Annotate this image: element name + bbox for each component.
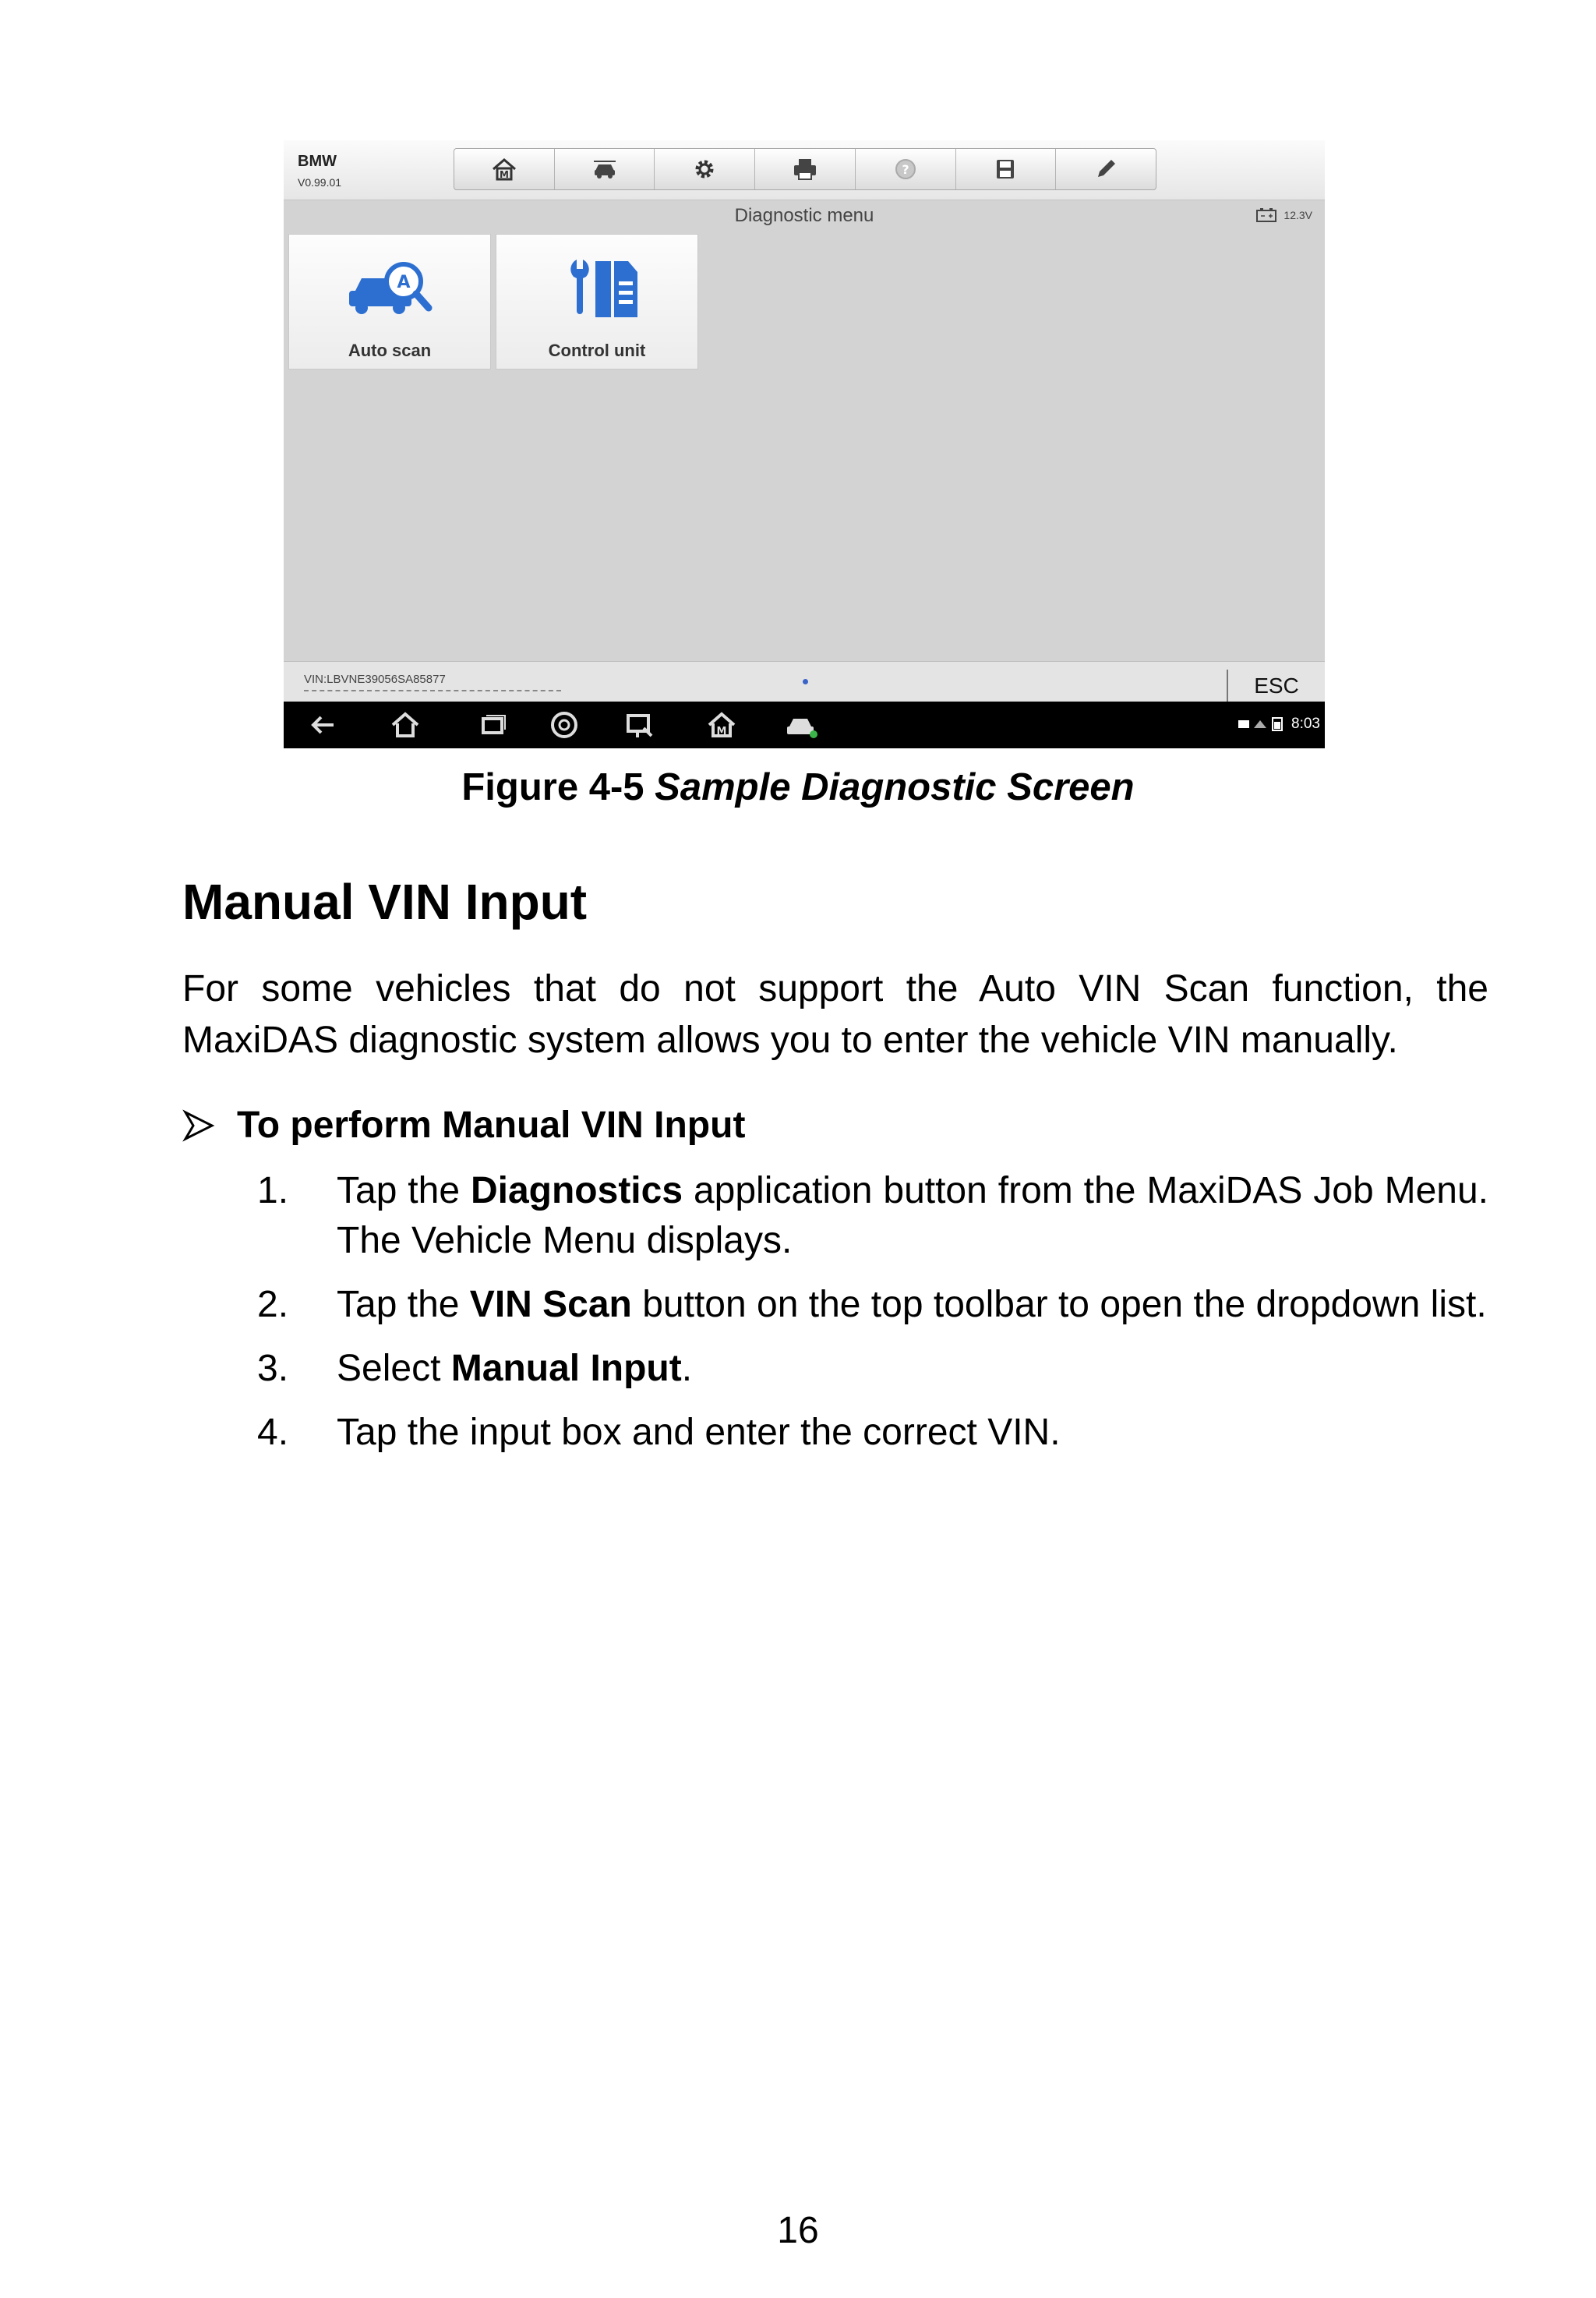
svg-text:M: M [716,726,727,737]
function-tiles [288,234,698,369]
job-menu-icon [704,709,739,741]
menu-title: Diagnostic menu [734,205,874,226]
step-text: Select Manual Input. [337,1348,693,1389]
system-clock [1237,716,1320,733]
procedure-heading [182,1104,745,1147]
list-item [257,1166,1488,1266]
status-divider [304,690,561,695]
nav-home-icon [388,709,422,741]
control-unit-label: Control unit [548,341,646,360]
step-number: 3. [257,1348,289,1389]
top-bar [284,140,1325,200]
vehicle-button[interactable] [784,709,818,741]
vci-icon [623,709,658,741]
esc-button[interactable]: ESC [1227,670,1325,702]
edit-icon [1092,155,1120,183]
help-icon [892,155,920,183]
control-unit-icon [550,255,644,323]
section-title: Manual VIN Input [182,874,588,930]
step-number: 1. [257,1170,289,1211]
step-text: Tap the input box and enter the correct VIN. [337,1412,1061,1453]
android-nav-bar [284,702,1325,748]
intro-paragraph: For some vehicles that do not support the Auto VIN Scan function, the MaxiDAS diagnostic system allows you to enter the vehicle VIN manually. [182,968,1488,1061]
procedure-title: To perform Manual VIN Input [237,1105,746,1146]
back-button[interactable] [307,709,341,741]
bottom-status-bar [284,661,1325,702]
settings-icon [690,155,719,183]
print-button[interactable] [755,149,856,189]
step-text: Tap the VIN Scan button on the top toolbar to open the dropdown list. [337,1284,1487,1325]
battery-indicator [1255,207,1312,223]
figure-title: Sample Diagnostic Screen [655,766,1135,808]
back-icon [307,709,341,741]
list-item [257,1408,1488,1458]
arrow-bullet-icon [182,1109,215,1142]
svg-text:A: A [397,273,411,292]
step-number: 2. [257,1284,289,1325]
vin-scan-button[interactable] [555,149,655,189]
page-number: 16 [777,2210,819,2251]
nav-home-button[interactable] [388,709,422,741]
clock-time: 8:03 [1291,716,1320,732]
vin-readout: VIN:LBVNE39056SA85877 [304,673,446,686]
list-item [257,1280,1488,1330]
vin-scan-icon [591,155,619,183]
figure-caption [0,765,1596,809]
save-icon [991,155,1019,183]
print-icon [791,155,819,183]
auto-scan-icon [343,255,436,323]
vehicle-icon [784,709,818,741]
browser-icon [547,709,581,741]
home-button[interactable] [454,149,555,189]
svg-text:M: M [499,169,509,180]
edit-button[interactable] [1056,149,1156,189]
save-button[interactable] [956,149,1057,189]
vehicle-brand: BMW [298,153,337,170]
system-status-icons [1237,716,1287,733]
steps-list [257,1166,1488,1472]
auto-scan-label: Auto scan [348,341,432,360]
svg-text:?: ? [902,162,909,177]
diagnostic-screenshot [284,140,1325,748]
software-version: V0.99.01 [298,176,342,189]
page-indicator-dot [803,679,808,684]
control-unit-tile[interactable] [496,234,698,369]
auto-scan-tile[interactable] [288,234,491,369]
figure-number: Figure 4-5 [461,766,655,808]
step-text: Tap the Diagnostics application button from the MaxiDAS Job Menu. The Vehicle Menu displays. [337,1170,1488,1261]
top-toolbar [454,148,1156,190]
job-menu-button[interactable] [704,709,739,741]
home-icon [490,155,518,183]
vci-button[interactable] [623,709,658,741]
help-button[interactable] [856,149,956,189]
list-item [257,1344,1488,1394]
recent-apps-button[interactable] [475,709,510,741]
recent-apps-icon [475,709,510,741]
battery-icon [1255,207,1279,223]
step-number: 4. [257,1412,289,1453]
battery-voltage: 12.3V [1284,209,1312,221]
settings-button[interactable] [655,149,755,189]
browser-button[interactable] [547,709,581,741]
